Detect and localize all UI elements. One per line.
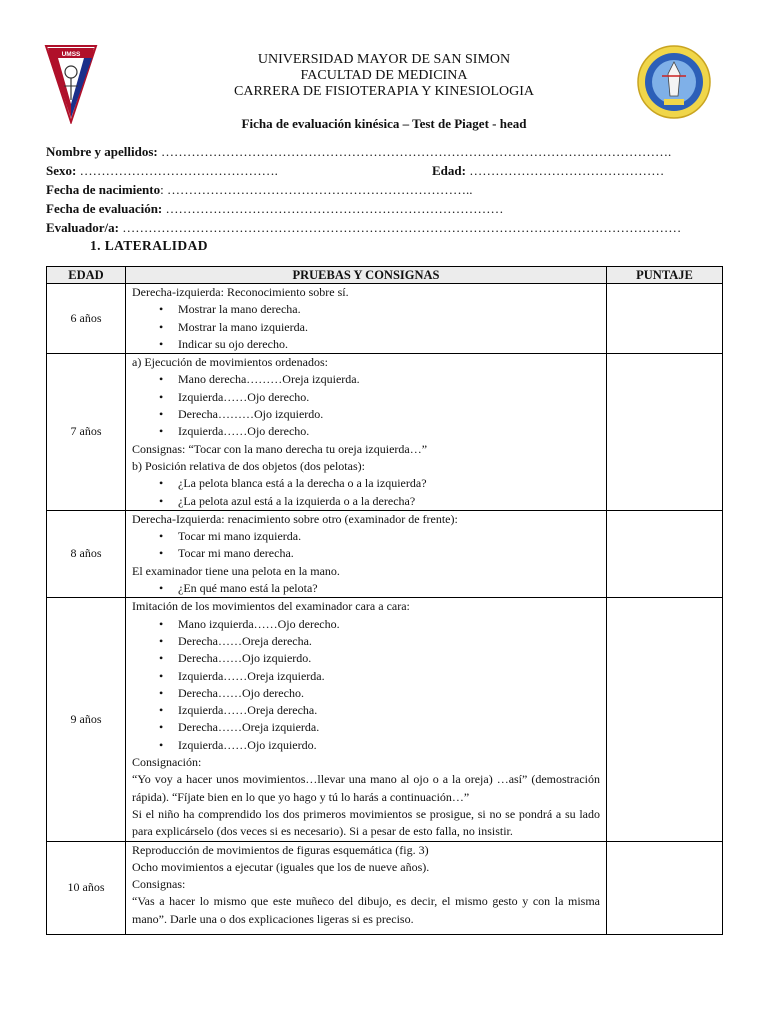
list-item: • Derecha……Ojo izquierdo. <box>178 650 600 667</box>
test-line: Reproducción de movimientos de figuras esquemática (fig. 3) <box>132 842 429 857</box>
table-row <box>47 841 723 934</box>
evaluacion-dots: …………………………………………………………………… <box>165 201 504 216</box>
evaluador-dots: ………………………………………………………………………………………………………………… <box>122 220 682 235</box>
test-cell <box>126 284 607 354</box>
logo-text: UMSS <box>61 51 81 58</box>
list-item: • Tocar mi mano derecha. <box>178 545 600 562</box>
test-line: Derecha-Izquierda: renacimiento sobre otro (examinador de frente): <box>132 511 458 526</box>
list-item: • Izquierda……Ojo izquierdo. <box>178 737 600 754</box>
university-name: UNIVERSIDAD MAYOR DE SAN SIMON <box>257 52 511 67</box>
test-line: Consignas: “Tocar con la mano derecha tu oreja izquierda…” <box>132 441 428 456</box>
nombre-label: Nombre y apellidos: <box>46 144 158 159</box>
instruction-list <box>132 616 600 754</box>
list-item: • Derecha……Ojo derecho. <box>178 685 600 702</box>
list-item: • ¿La pelota azul está a la izquierda o a la derecha? <box>178 493 600 510</box>
header-pruebas: PRUEBAS Y CONSIGNAS <box>126 267 607 284</box>
evaluacion-label: Fecha de evaluación: <box>46 201 163 216</box>
table-header-row <box>47 267 723 284</box>
nacimiento-label: Fecha de nacimiento <box>46 182 161 197</box>
list-item: • Izquierda……Ojo derecho. <box>178 423 600 440</box>
list-item: • ¿La pelota blanca está a la derecha o a la izquierda? <box>178 475 600 492</box>
section-title: 1. LATERALIDAD <box>90 238 208 253</box>
nombre-field[interactable] <box>46 144 671 160</box>
edad-field[interactable] <box>432 163 664 179</box>
list-item: • Mano izquierda……Ojo derecho. <box>178 616 600 633</box>
test-line: b) Posición relativa de dos objetos (dos pelotas): <box>132 458 365 473</box>
faculty-name: FACULTAD DE MEDICINA <box>300 68 468 83</box>
instruction-list <box>132 301 600 353</box>
list-item: • Mostrar la mano derecha. <box>178 301 600 318</box>
instruction-list <box>132 528 600 563</box>
test-line: a) Ejecución de movimientos ordenados: <box>132 355 328 370</box>
table-row <box>47 598 723 841</box>
lateralidad-table <box>46 266 723 935</box>
document-title: Ficha de evaluación kinésica – Test de Piaget - head <box>241 116 527 131</box>
test-line: El examinador tiene una pelota en la mano. <box>132 563 340 578</box>
evaluacion-field[interactable] <box>46 201 504 217</box>
test-line: Derecha-izquierda: Reconocimiento sobre sí. <box>132 285 349 299</box>
test-line: Consignación: <box>132 755 202 770</box>
test-cell <box>126 510 607 597</box>
list-item: • Derecha……Oreja izquierda. <box>178 719 600 736</box>
header-edad: EDAD <box>47 267 126 284</box>
age-cell: 6 años <box>47 284 126 354</box>
test-cell <box>126 598 607 841</box>
sexo-field[interactable] <box>46 163 278 179</box>
list-item: • Tocar mi mano izquierda. <box>178 528 600 545</box>
test-cell <box>126 841 607 934</box>
score-cell[interactable] <box>607 598 723 841</box>
nacimiento-field[interactable] <box>46 182 472 198</box>
score-cell[interactable] <box>607 841 723 934</box>
list-item: • Derecha……Oreja derecha. <box>178 633 600 650</box>
list-item: • Derecha………Ojo izquierdo. <box>178 406 600 423</box>
test-cell <box>126 354 607 511</box>
table-row <box>47 354 723 511</box>
age-cell: 9 años <box>47 598 126 841</box>
score-cell[interactable] <box>607 354 723 511</box>
instruction-list <box>132 475 600 510</box>
nombre-dots: ………………………………………………………………………………………………………. <box>160 144 672 159</box>
list-item: • Izquierda……Oreja derecha. <box>178 702 600 719</box>
evaluador-field[interactable] <box>46 220 681 236</box>
list-item: • Mano derecha………Oreja izquierda. <box>178 371 600 388</box>
umss-logo <box>44 44 98 124</box>
test-paragraph: Si el niño ha comprendido los dos primeros movimientos se prosigue, si no se pondrá a su lado para explicárselo (dos veces si es necesario). Si a pesar de esto falla, no insistir. <box>132 806 600 839</box>
age-cell: 7 años <box>47 354 126 511</box>
test-line: Consignas: <box>132 877 186 892</box>
header-puntaje: PUNTAJE <box>607 267 723 284</box>
sexo-dots: ………………………………………. <box>79 163 278 178</box>
list-item: • Izquierda……Oreja izquierda. <box>178 668 600 685</box>
list-item: • ¿En qué mano está la pelota? <box>178 580 600 597</box>
score-cell[interactable] <box>607 510 723 597</box>
edad-dots: ……………………………………… <box>469 163 665 178</box>
faculty-emblem-icon <box>636 44 712 120</box>
sexo-label: Sexo: <box>46 163 77 178</box>
list-item: • Indicar su ojo derecho. <box>178 336 600 353</box>
edad-label: Edad: <box>432 163 466 178</box>
age-cell: 8 años <box>47 510 126 597</box>
instruction-list <box>132 580 600 597</box>
instruction-list <box>132 371 600 440</box>
evaluador-label: Evaluador/a: <box>46 220 119 235</box>
test-paragraph: “Yo voy a hacer unos movimientos…llevar una mano al ojo o a la oreja) …así” (demostración rápida). “Fíjate bien en lo que yo hago y tú lo harás a continuación…” <box>132 772 600 804</box>
test-paragraph: “Vas a hacer lo mismo que este muñeco del dibujo, es decir, el mismo gesto y con la misma mano”. Darle una o dos explicaciones ligeras si es preciso. <box>132 894 600 926</box>
nacimiento-dots: : …………………………………………………………….. <box>160 182 473 197</box>
career-name: CARRERA DE FISIOTERAPIA Y KINESIOLOGIA <box>234 84 534 99</box>
institution-header <box>160 52 608 100</box>
test-line: Imitación de los movimientos del examinador cara a cara: <box>132 599 410 614</box>
score-cell[interactable] <box>607 284 723 354</box>
age-cell: 10 años <box>47 841 126 934</box>
table-row <box>47 510 723 597</box>
list-item: • Izquierda……Ojo derecho. <box>178 389 600 406</box>
table-row <box>47 284 723 354</box>
list-item: • Mostrar la mano izquierda. <box>178 319 600 336</box>
test-line: Ocho movimientos a ejecutar (iguales que los de nueve años). <box>132 859 430 874</box>
